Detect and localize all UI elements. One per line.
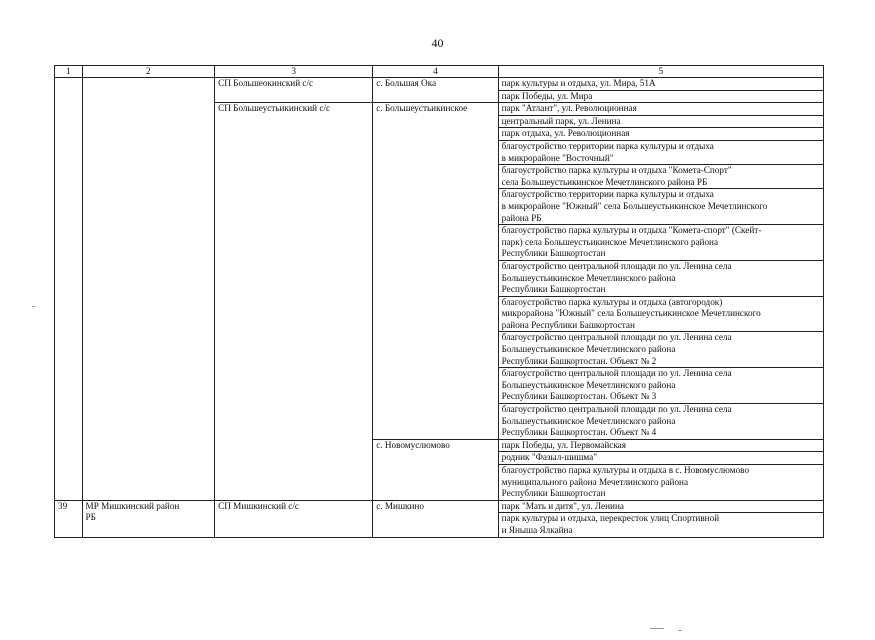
header-col-2: 2 xyxy=(82,66,215,78)
cell-object: парк культуры и отдыха, ул. Мира, 51А xyxy=(498,78,823,91)
cell-district xyxy=(82,78,215,501)
cell-object: благоустройство парка культуры и отдыха в с. Новомуслюмово муниципального района Мечетлинского района Республики Башкортостан xyxy=(498,465,823,501)
scan-mark xyxy=(32,306,35,307)
cell-number xyxy=(55,78,83,501)
cell-object: благоустройство парка культуры и отдыха "Комета-Спорт" села Большеустьикинское Мечетлинского района РБ xyxy=(498,165,823,189)
cell-object: парк "Мать и дитя", ул. Ленина xyxy=(498,500,823,513)
cell-object: родник "Фазыл-шишма" xyxy=(498,452,823,465)
cell-locality: с. Мишкино xyxy=(373,500,498,537)
cell-object: благоустройство территории парка культуры и отдыха в микрорайоне "Восточный" xyxy=(498,140,823,164)
cell-object: благоустройство центральной площади по ул. Ленина села Большеустьикинское Мечетлинского района Республики Башкортостан. Объект № 3 xyxy=(498,368,823,404)
cell-object: парк культуры и отдыха, перекресток улиц Спортивной и Яныша Ялкайна xyxy=(498,513,823,537)
cell-locality: с. Новомуслюмово xyxy=(373,439,498,500)
table-row xyxy=(55,78,824,91)
header-col-5: 5 xyxy=(498,66,823,78)
cell-object: парк отдыха, ул. Революционная xyxy=(498,128,823,141)
cell-object: центральный парк, ул. Ленина xyxy=(498,115,823,128)
header-col-1: 1 xyxy=(55,66,83,78)
header-row xyxy=(55,66,824,78)
cell-object: благоустройство центральной площади по ул. Ленина села Большеустьикинское Мечетлинского района Республики Башкортостан. Объект № 2 xyxy=(498,332,823,368)
cell-settlement: СП Мишкинский с/с xyxy=(215,500,373,537)
table-row xyxy=(55,500,824,513)
cell-object: благоустройство территории парка культуры и отдыха в микрорайоне "Южный" села Большеустьикинское Мечетлинского района РБ xyxy=(498,189,823,225)
scan-mark xyxy=(678,630,682,631)
page-number: 40 xyxy=(431,36,444,50)
cell-district: МР Мишкинский район РБ xyxy=(82,500,215,537)
cell-object: парк "Атлант", ул. Революционная xyxy=(498,103,823,116)
cell-object: благоустройство парка культуры и отдыха (автогородок) микрорайона "Южный" села Большеустьикинское Мечетлинского района Республики Башкортостан xyxy=(498,296,823,332)
cell-object: благоустройство парка культуры и отдыха "Комета-спорт" (Скейт- парк) села Большеустьикинское Мечетлинского района Республики Башкортостан xyxy=(498,225,823,261)
cell-locality: с. Большая Ока xyxy=(373,78,498,103)
cell-number: 39 xyxy=(55,500,83,537)
cell-locality: с. Большеустьикинское xyxy=(373,103,498,440)
cell-object: благоустройство центральной площади по ул. Ленина села Большеустьикинское Мечетлинского района Республики Башкортостан. Объект № 4 xyxy=(498,404,823,440)
header-col-3: 3 xyxy=(215,66,373,78)
cell-object: благоустройство центральной площади по ул. Ленина села Большеустьикинское Мечетлинского района Республики Башкортостан xyxy=(498,260,823,296)
header-col-4: 4 xyxy=(373,66,498,78)
cell-object: парк Победы, ул. Первомайская xyxy=(498,439,823,452)
scan-mark xyxy=(650,628,664,629)
cell-object: парк Победы, ул. Мира xyxy=(498,90,823,103)
cell-settlement: СП Большеокинский с/с xyxy=(215,78,373,103)
parks-table xyxy=(54,65,824,538)
cell-settlement: СП Большеустьикинский с/с xyxy=(215,103,373,501)
